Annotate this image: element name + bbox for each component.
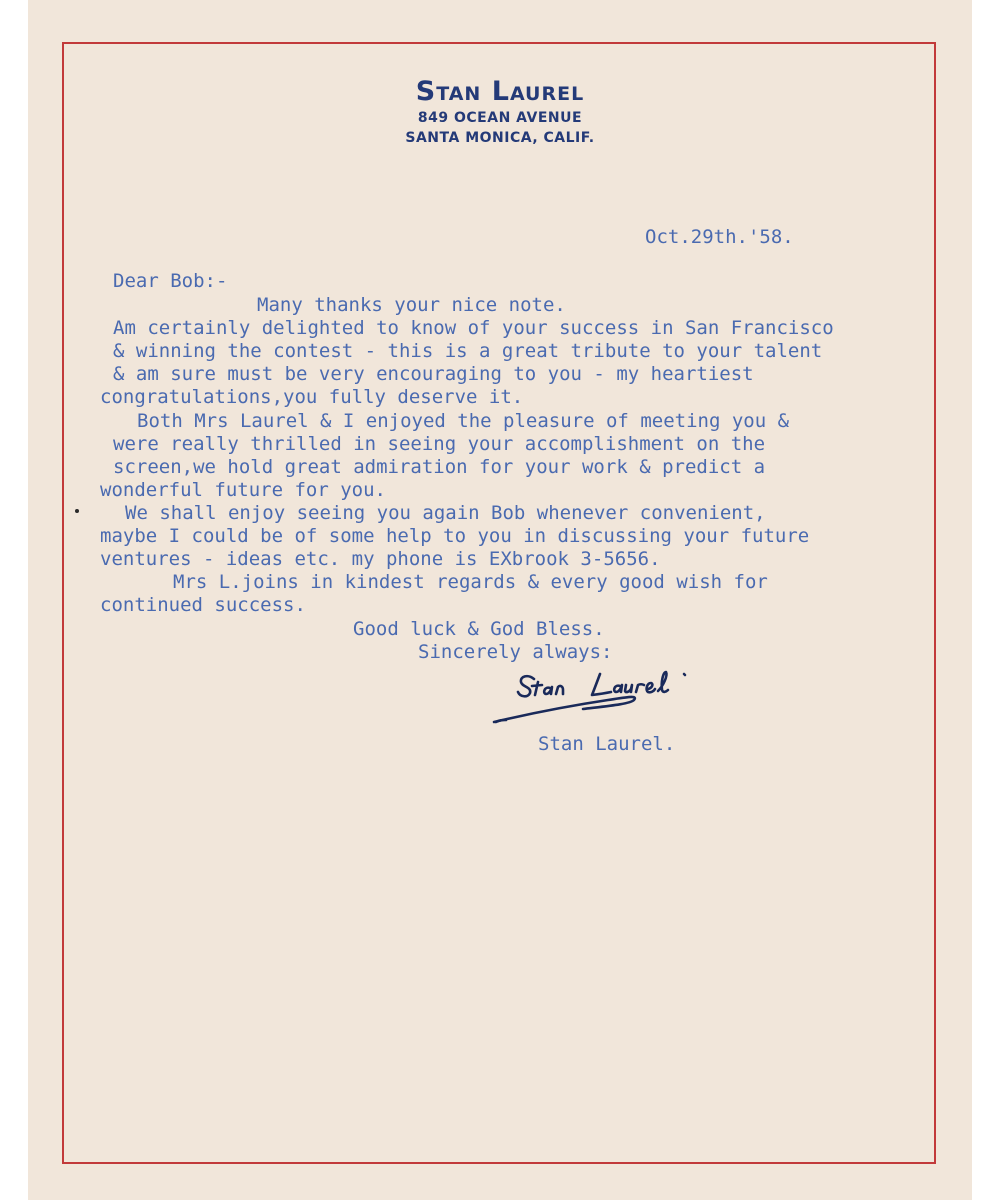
body-line: We shall enjoy seeing you again Bob whenever convenient, (125, 502, 766, 524)
body-line: & winning the contest - this is a great tribute to your talent (113, 340, 823, 362)
body-line: wonderful future for you. (100, 479, 386, 501)
typed-signature-name: Stan Laurel. (538, 733, 676, 755)
letter-date: Oct.29th.'58. (645, 226, 794, 248)
handwritten-signature (488, 662, 728, 732)
letterhead-name: Stan Laurel (415, 76, 585, 107)
body-line: Both Mrs Laurel & I enjoyed the pleasure of meeting you & (137, 410, 790, 432)
body-line: Many thanks your nice note. (257, 294, 566, 316)
closing-line: Sincerely always: (418, 641, 613, 663)
letterhead-address: 849 OCEAN AVENUE (417, 110, 583, 126)
salutation: Dear Bob:- (113, 270, 228, 292)
body-line: Am certainly delighted to know of your success in San Francisco (113, 317, 834, 339)
body-line: were really thrilled in seeing your accomplishment on the (113, 433, 766, 455)
body-line: maybe I could be of some help to you in discussing your future (100, 525, 810, 547)
paper-speck (75, 509, 79, 513)
body-line: & am sure must be very encouraging to you - my heartiest (113, 363, 754, 385)
letterhead-city: SANTA MONICA, CALIF. (405, 130, 595, 146)
body-line: ventures - ideas etc. my phone is EXbrook 3-5656. (100, 548, 661, 570)
closing-line: Good luck & God Bless. (353, 618, 605, 640)
body-line: congratulations,you fully deserve it. (100, 386, 524, 408)
body-line: continued success. (100, 594, 306, 616)
body-line: screen,we hold great admiration for your work & predict a (113, 456, 766, 478)
body-line: Mrs L.joins in kindest regards & every good wish for (173, 571, 768, 593)
